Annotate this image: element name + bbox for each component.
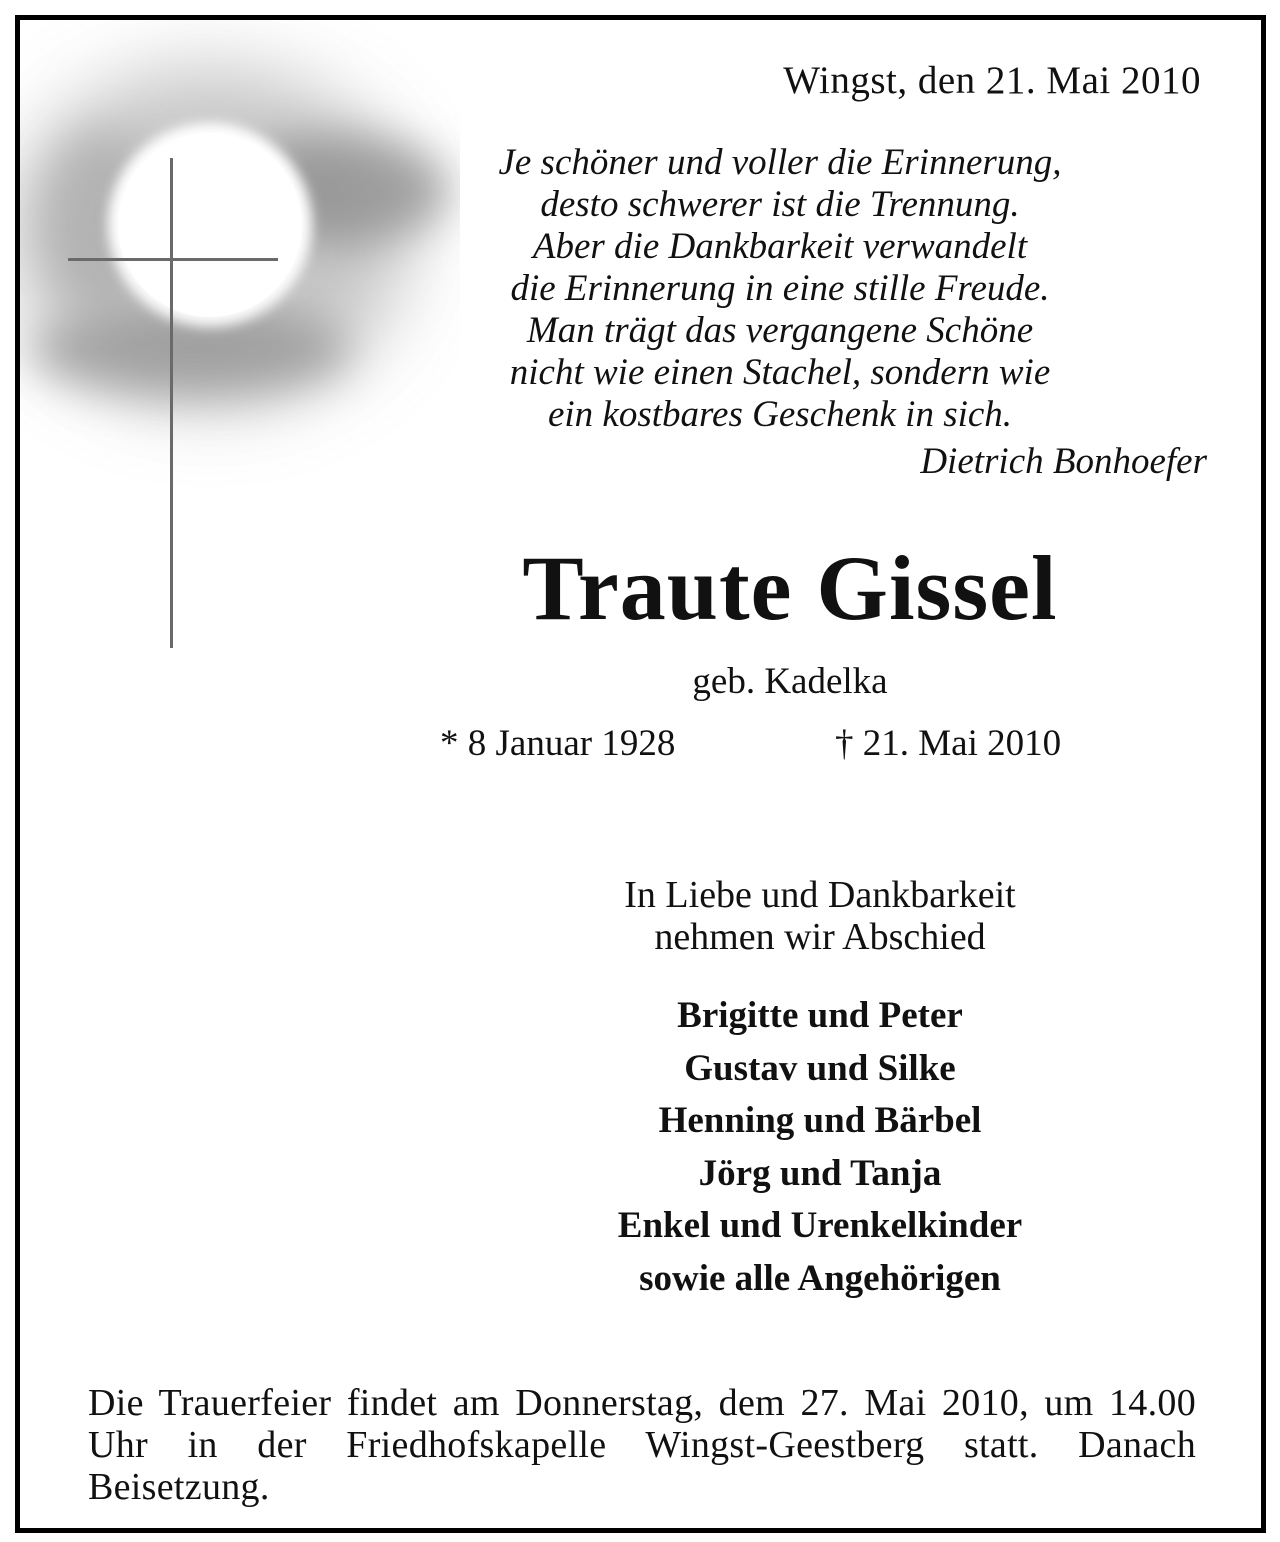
mourner-entry: sowie alle Angehörigen bbox=[639, 1257, 1001, 1299]
death-date: † 21. Mai 2010 bbox=[835, 723, 1062, 764]
poem-line: Aber die Dankbarkeit verwandelt bbox=[532, 226, 1028, 267]
poem-line: desto schwerer ist die Trennung. bbox=[540, 184, 1020, 225]
obituary-notice bbox=[15, 15, 1266, 1533]
poem-line: Man trägt das vergangene Schöne bbox=[526, 310, 1034, 351]
farewell-line: In Liebe und Dankbarkeit bbox=[624, 874, 1016, 916]
birth-date: * 8 Januar 1928 bbox=[440, 723, 676, 764]
mourners-list bbox=[440, 990, 1200, 1305]
farewell-text bbox=[440, 874, 1200, 958]
mourner-entry: Enkel und Urenkelkinder bbox=[617, 1205, 1023, 1246]
cross-with-glowing-moon-icon bbox=[20, 20, 460, 650]
mourner-entry: Brigitte und Peter bbox=[677, 995, 963, 1036]
farewell-line: nehmen wir Abschied bbox=[654, 916, 986, 958]
mourner-entry: Gustav und Silke bbox=[684, 1047, 956, 1089]
mourner-entry: Henning und Bärbel bbox=[658, 1100, 982, 1141]
maiden-name: geb. Kadelka bbox=[692, 661, 888, 702]
poem-line: Je schöner und voller die Erinnerung, bbox=[498, 142, 1062, 183]
ceremony-info: Die Trauerfeier findet am Donnerstag, dem 27. Mai 2010, um 14.00 Uhr in der Friedhofskapelle Wingst-Geestberg statt. Danach Beisetzung. bbox=[88, 1382, 1196, 1508]
poem-line: ein kostbares Geschenk in sich. bbox=[547, 394, 1013, 435]
place-and-date: Wingst, den 21. Mai 2010 bbox=[783, 59, 1201, 102]
mourner-entry: Jörg und Tanja bbox=[698, 1152, 942, 1194]
deceased-name: Traute Gissel bbox=[522, 537, 1058, 639]
poem-line: die Erinnerung in eine stille Freude. bbox=[510, 268, 1050, 309]
poem-author: Dietrich Bonhoefer bbox=[920, 441, 1207, 482]
memorial-poem bbox=[420, 142, 1140, 436]
poem-line: nicht wie einen Stachel, sondern wie bbox=[509, 352, 1051, 393]
